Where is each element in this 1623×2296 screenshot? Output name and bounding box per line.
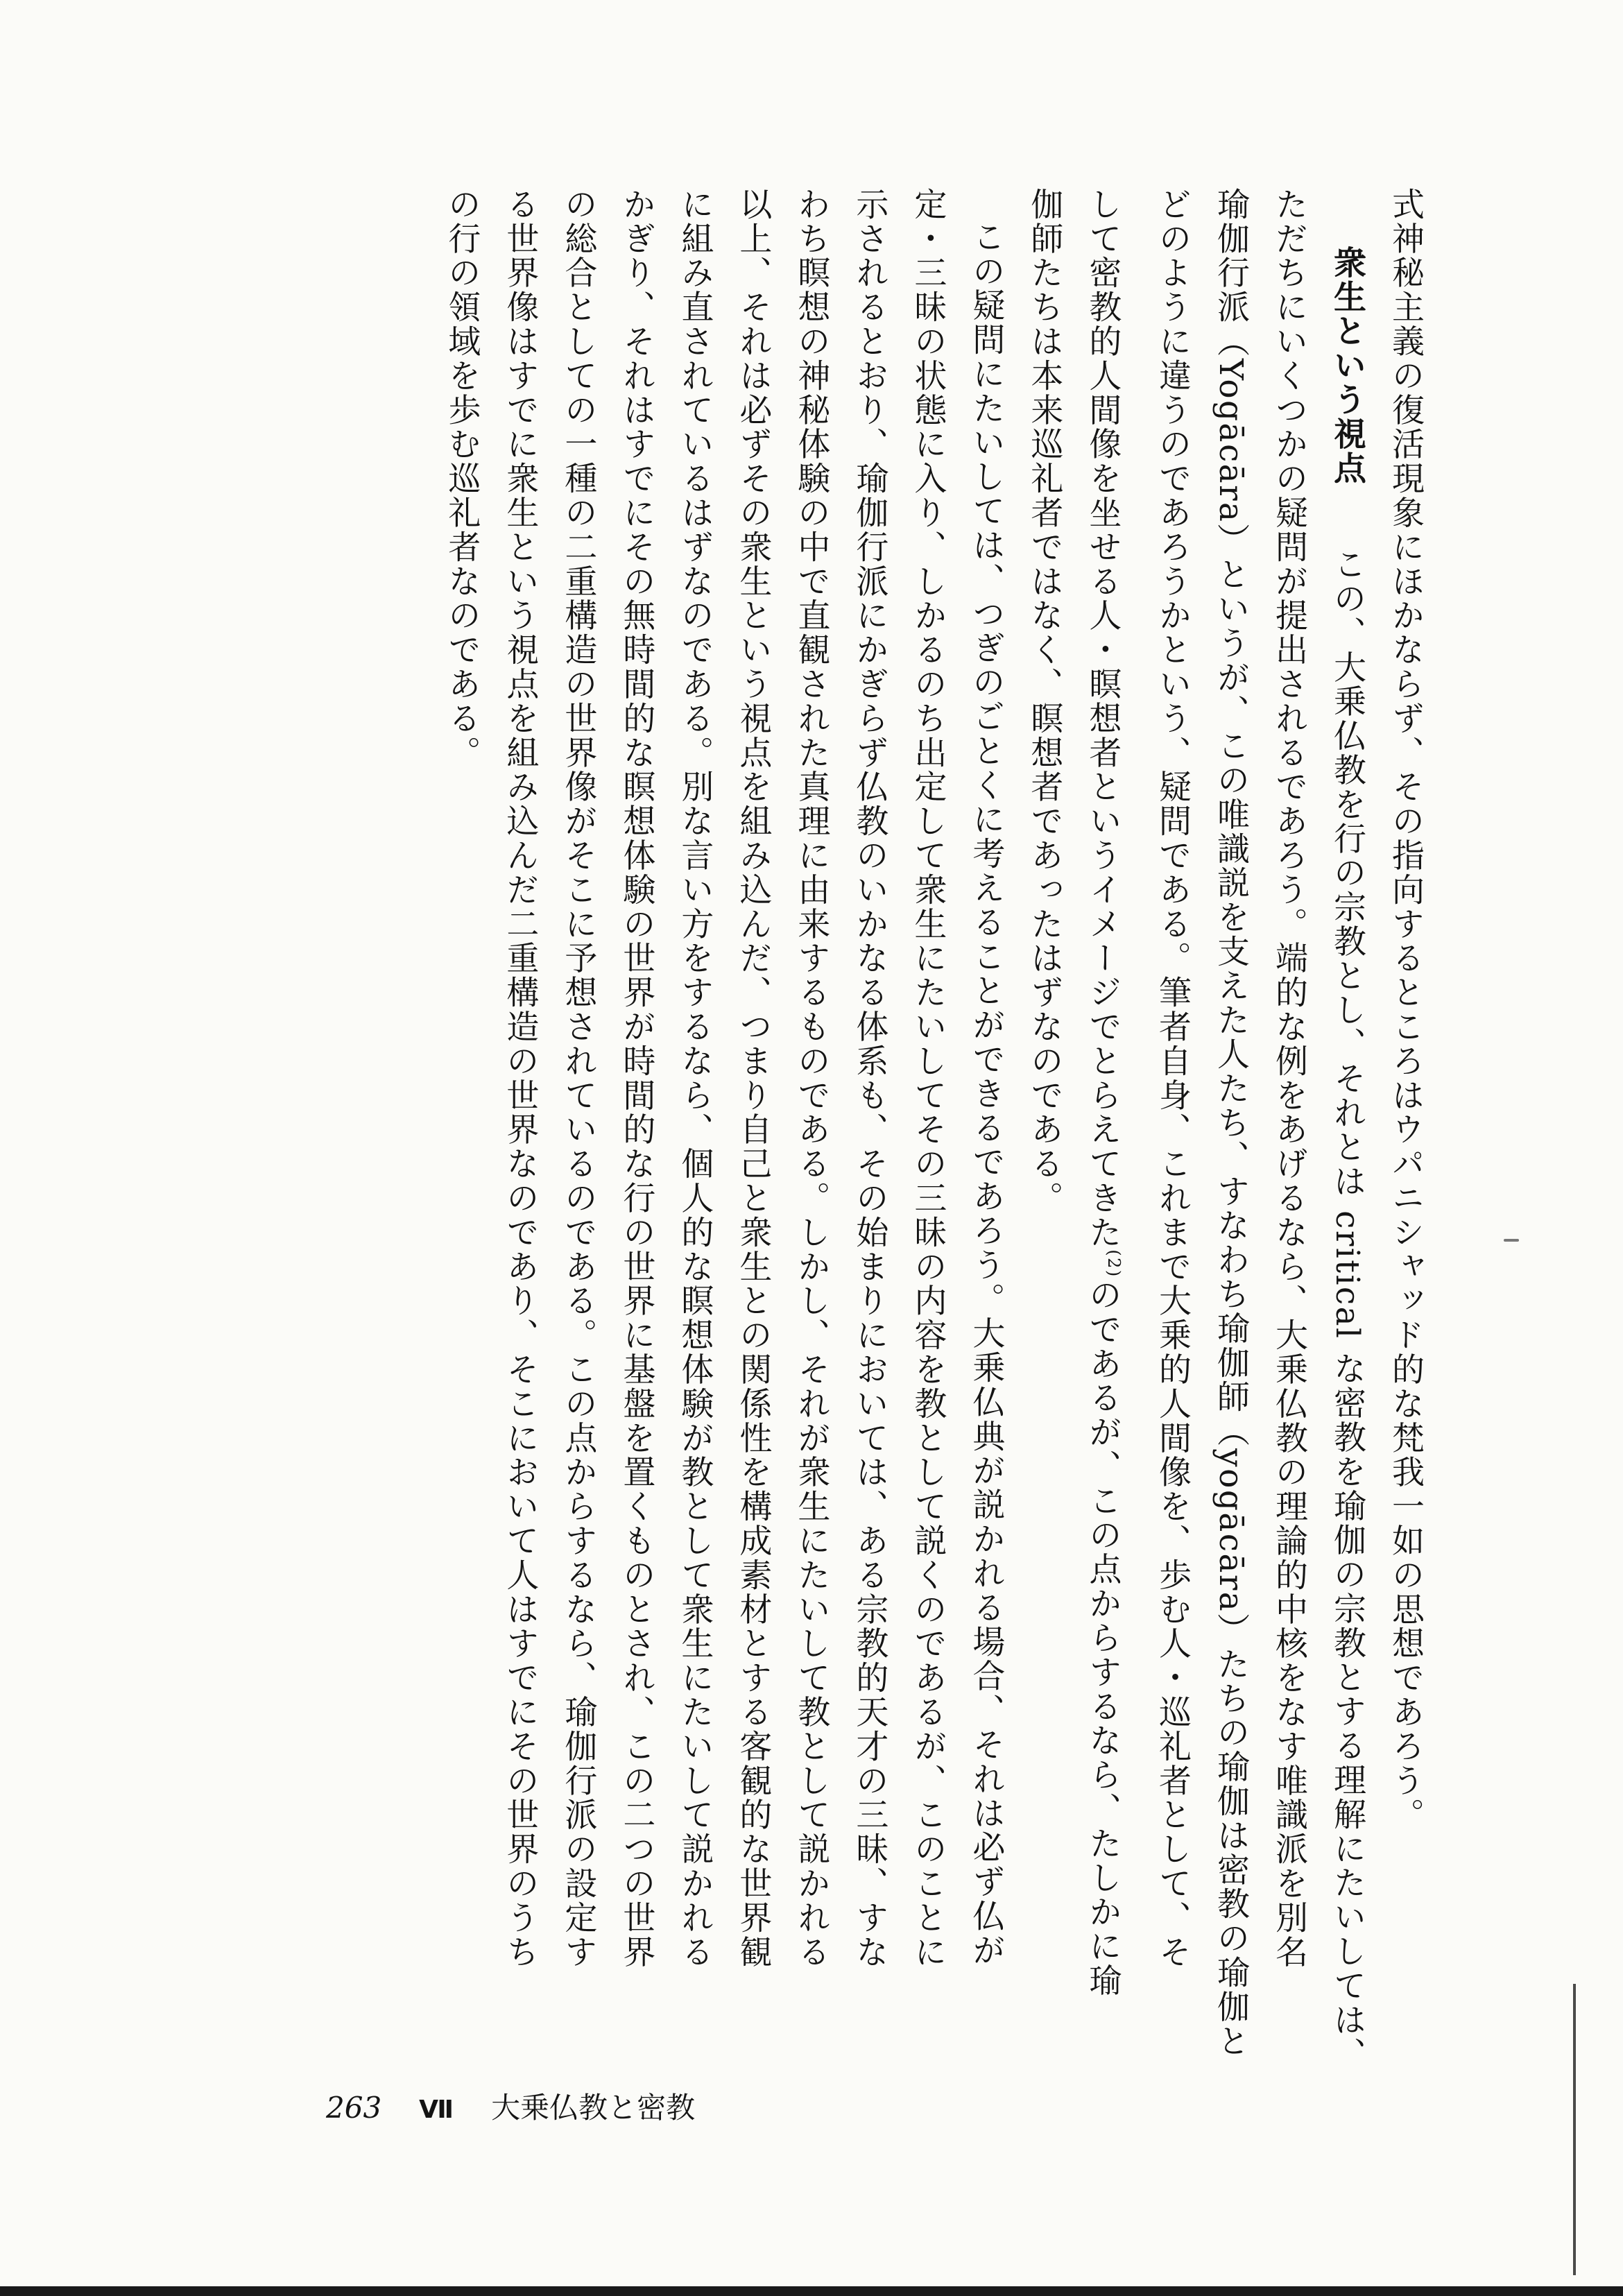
text-fragment: して密教的人間像を坐せる人・瞑想者というイメージでとらえてきた [1083,187,1122,1250]
text-line [1073,187,1143,1998]
text-line: の総合としての一種の二重構造の世界像がそこに予想されているのである。この点からするなら、瑜伽行派の設定す [559,187,598,1969]
text-line: 定・三昧の状態に入り、しかるのち出定して衆生にたいしてその三昧の内容を教として説くのであるが、このことに [909,187,947,1969]
text-line: 瑜伽行派（Yogācāra）というが、この唯識説を支えた人たち、すなわち瑜伽師（yogācāra）たちの瑜伽は密教の瑜伽と [1212,187,1250,2059]
chapter-title: 大乗仏教と密教 [491,2091,696,2125]
section-subheading: 衆生という視点 [1328,246,1366,486]
body-text [269,187,1434,2072]
page-number: 263 [326,2091,382,2125]
text-line: る世界像はすでに衆生という視点を組み込んだ二重構造の世界なのであり、そこにおいて人はすでにその世界のうち [501,187,540,1969]
text-fragment: のであるが、この点からするなら、たしかに瑜 [1083,1278,1122,1998]
text-line: 示されるとおり、瑜伽行派にかぎらず仏教のいかなる体系も、その始まりにおいては、ある宗教的天才の三昧、すな [850,187,889,1969]
subheading-line [1318,187,1376,2072]
text-line: ただちにいくつかの疑問が提出されるであろう。端的な例をあげるなら、大乗仏教の理論的中核をなす唯識派を別名 [1270,187,1308,1969]
text-line: かぎり、それはすでにその無時間的な瞑想体験の世界が時間的な行の世界に基盤を置くものとされ、この二つの世界 [617,187,656,1969]
text-line: の行の領域を歩む巡礼者なのである。 [443,187,481,770]
text-line: 伽師たちは本来巡礼者ではなく、瞑想者であったはずなのである。 [1025,187,1064,1215]
text-line: わち瞑想の神秘体験の中で直観された真理に由来するものである。しかし、それが衆生にたいして教として説かれる [792,187,831,1969]
text-line: 式神秘主義の復活現象にほかならず、その指向するところはウパニシャッド的な梵我一如の思想であろう。 [1386,187,1425,1833]
text-line: この疑問にたいしては、つぎのごとくに考えることができるであろう。大乗仏典が説かれる場合、それは必ず仏が [967,220,1006,1968]
text-line: 以上、それは必ずその衆生という視点を組み込んだ、つまり自己と衆生との関係性を構成素材とする客観的な世界観 [734,187,773,1969]
paragraph-2 [1015,187,1376,2072]
scan-binding-edge [1573,1984,1576,2275]
note-reference: (2) [1104,1249,1124,1278]
scan-speck [1504,1239,1519,1242]
text-line: に組み直されているはずなのである。別な言い方をするなら、個人的な瞑想体験が教として衆生にたいして説かれる [676,187,714,1969]
scan-bottom-edge [0,2286,1623,2296]
chapter-number: Ⅶ [419,2096,454,2124]
paragraph-3 [432,187,1015,1969]
text-line: どのように違うのであろうかという、疑問である。筆者自身、これまで大乗的人間像を、歩む人・巡礼者として、そ [1153,187,1192,1969]
subheading-text: この、大乗仏教を行の宗教とし、それとは critical な密教を瑜伽の宗教とする理解にたいしては、 [1328,547,1366,2072]
paragraph-1 [1376,187,1434,1963]
page-footer [326,2085,695,2127]
